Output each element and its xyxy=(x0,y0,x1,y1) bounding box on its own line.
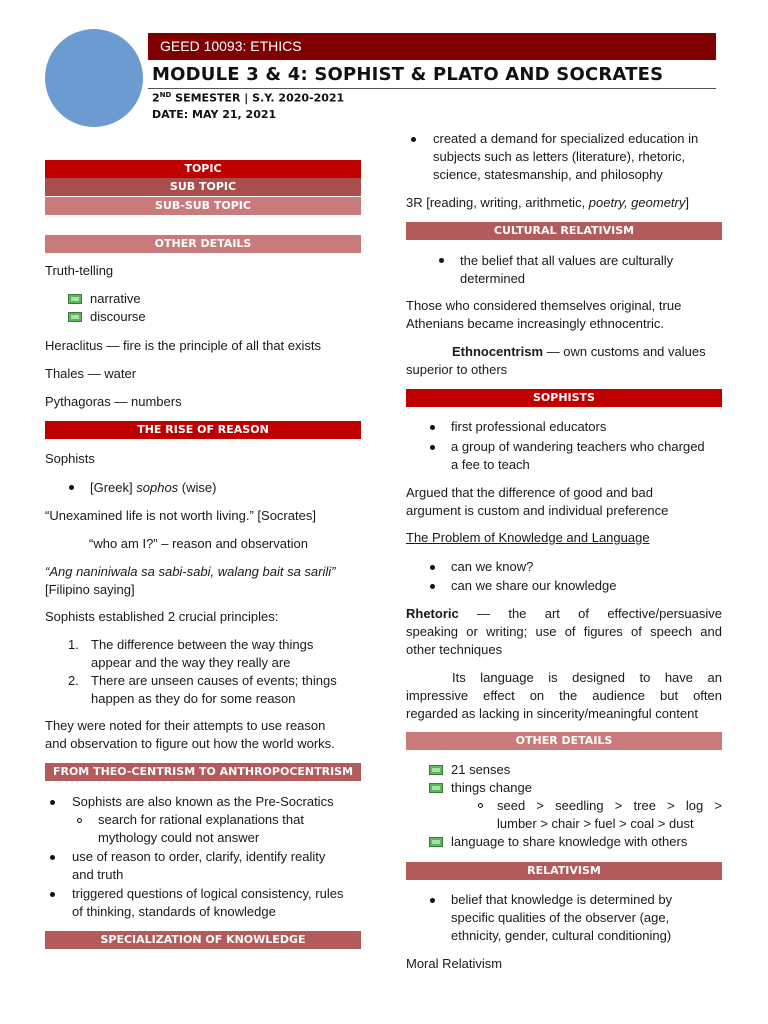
noted-line2: and observation to figure out how the world works. xyxy=(45,736,335,751)
pythagoras-line: Pythagoras — numbers xyxy=(45,394,182,409)
truth-telling: Truth-telling xyxy=(45,263,114,278)
legend-sub-sub-topic: SUB-SUB TOPIC xyxy=(45,197,361,215)
language-share: language to share knowledge with others xyxy=(451,834,688,849)
argued-line1: Argued that the difference of good and bad xyxy=(406,485,653,500)
specialization-header: SPECIALIZATION OF KNOWLEDGE xyxy=(45,931,361,949)
legend-topic: TOPIC xyxy=(45,160,361,178)
language-line1: Its language is designed to have an xyxy=(452,670,722,685)
image-placeholder-icon xyxy=(429,783,443,793)
date-line: DATE: MAY 21, 2021 xyxy=(152,108,277,121)
truth-item-narrative: narrative xyxy=(90,291,141,306)
can-we-share: can we share our knowledge xyxy=(451,578,617,593)
first-professional: first professional educators xyxy=(451,419,607,434)
belief-line2: determined xyxy=(460,271,526,286)
argued-line2: argument is custom and individual preference xyxy=(406,503,669,518)
semester-line xyxy=(152,91,344,105)
search-line1: search for rational explanations that xyxy=(98,812,304,827)
rise-of-reason-header: THE RISE OF REASON xyxy=(45,421,361,439)
who-am-i: “who am I?” – reason and observation xyxy=(89,536,308,551)
wandering-line2: a fee to teach xyxy=(451,457,530,472)
language-line2: impressive effect on the audience but often xyxy=(406,688,722,703)
sub-bullet xyxy=(77,818,82,823)
image-placeholder-icon xyxy=(68,312,82,322)
bullet xyxy=(69,485,74,490)
things-change: things change xyxy=(451,780,532,795)
language-line3: regarded as lacking in sincerity/meaningful content xyxy=(406,706,698,721)
bullet xyxy=(411,137,416,142)
sub-bullet xyxy=(478,803,483,808)
athenians-line1: Those who considered themselves original, true xyxy=(406,298,682,313)
semester-number: 2 xyxy=(152,91,160,105)
rhetoric-line2: speaking or writing; use of figures of speech and xyxy=(406,624,722,639)
belief2-line3: ethnicity, gender, cultural conditioning) xyxy=(451,928,672,943)
thales-line: Thales — water xyxy=(45,366,137,381)
bullet xyxy=(50,800,55,805)
heraclitus-line: Heraclitus — fire is the principle of all that exists xyxy=(45,338,321,353)
triggered-line1: triggered questions of logical consistency, rules xyxy=(72,886,344,901)
search-line2: mythology could not answer xyxy=(98,830,260,845)
bullet xyxy=(50,892,55,897)
bullet xyxy=(430,445,435,450)
legend-sub-topic: SUB TOPIC xyxy=(45,178,361,196)
wandering-line1: a group of wandering teachers who charged xyxy=(451,439,705,454)
sophists-header: SOPHISTS xyxy=(406,389,722,407)
image-placeholder-icon xyxy=(429,765,443,775)
rhetoric-line1: Rhetoric — the art of effective/persuasive xyxy=(406,606,722,621)
bullet xyxy=(430,584,435,589)
other-details-header: OTHER DETAILS xyxy=(45,235,361,253)
semester-text: SEMESTER | S.Y. 2020-2021 xyxy=(175,91,345,105)
unexamined-quote: “Unexamined life is not worth living.” [Socrates] xyxy=(45,508,316,523)
principle-2-line2: happen as they do for some reason xyxy=(91,691,296,706)
seed-chain-line1: seed > seedling > tree > log > xyxy=(497,798,722,813)
bullet xyxy=(430,898,435,903)
principle-number: 1. xyxy=(68,637,79,652)
course-code-bar: GEED 10093: ETHICS xyxy=(148,33,716,60)
demand-line1: created a demand for specialized education in xyxy=(433,131,699,146)
logo-circle xyxy=(45,29,143,127)
filipino-saying: “Ang naniniwala sa sabi-sabi, walang bait sa sarili” xyxy=(45,564,336,579)
image-placeholder-icon xyxy=(429,837,443,847)
senses: 21 senses xyxy=(451,762,511,777)
use-reason-line1: use of reason to order, clarify, identify reality xyxy=(72,849,326,864)
principle-2-line1: There are unseen causes of events; things xyxy=(91,673,337,688)
three-r: 3R [reading, writing, arithmetic, poetry, geometry] xyxy=(406,195,690,210)
can-we-know: can we know? xyxy=(451,559,534,574)
greek-sophos: [Greek] sophos (wise) xyxy=(90,480,217,495)
principle-1-line1: The difference between the way things xyxy=(91,637,314,652)
seed-chain-line2: lumber > chair > fuel > coal > dust xyxy=(497,816,694,831)
relativism-header: RELATIVISM xyxy=(406,862,722,880)
theo-centrism-header: FROM THEO-CENTRISM TO ANTHROPOCENTRISM xyxy=(45,763,361,781)
ethnocentrism-line2: superior to others xyxy=(406,362,508,377)
principles-intro: Sophists established 2 crucial principles: xyxy=(45,609,279,624)
bullet xyxy=(439,258,444,263)
athenians-line2: Athenians became increasingly ethnocentric. xyxy=(406,316,664,331)
bullet xyxy=(430,425,435,430)
truth-item-discourse: discourse xyxy=(90,309,146,324)
bullet xyxy=(50,855,55,860)
use-reason-line2: and truth xyxy=(72,867,124,882)
module-title: MODULE 3 & 4: SOPHIST & PLATO AND SOCRATES xyxy=(152,64,664,85)
principle-1-line2: appear and the way they really are xyxy=(91,655,291,670)
filipino-tag: [Filipino saying] xyxy=(45,582,135,597)
problem-heading: The Problem of Knowledge and Language xyxy=(406,530,650,545)
belief-line1: the belief that all values are culturally xyxy=(460,253,674,268)
ethnocentrism-def: Ethnocentrism — own customs and values xyxy=(452,344,706,359)
principle-number: 2. xyxy=(68,673,79,688)
title-divider xyxy=(148,88,716,89)
belief2-line2: specific qualities of the observer (age, xyxy=(451,910,670,925)
cultural-relativism-header: CULTURAL RELATIVISM xyxy=(406,222,722,240)
other-details-header-right: OTHER DETAILS xyxy=(406,732,722,750)
sophists-label: Sophists xyxy=(45,451,95,466)
demand-line3: science, statesmanship, and philosophy xyxy=(433,167,663,182)
semester-suffix: ND xyxy=(159,91,172,99)
image-placeholder-icon xyxy=(68,294,82,304)
rhetoric-line3: other techniques xyxy=(406,642,503,657)
triggered-line2: of thinking, standards of knowledge xyxy=(72,904,276,919)
pre-socratics: Sophists are also known as the Pre-Socratics xyxy=(72,794,334,809)
moral-relativism: Moral Relativism xyxy=(406,956,503,971)
bullet xyxy=(430,565,435,570)
demand-line2: subjects such as letters (literature), rhetoric, xyxy=(433,149,686,164)
belief2-line1: belief that knowledge is determined by xyxy=(451,892,673,907)
noted-line1: They were noted for their attempts to use reason xyxy=(45,718,326,733)
